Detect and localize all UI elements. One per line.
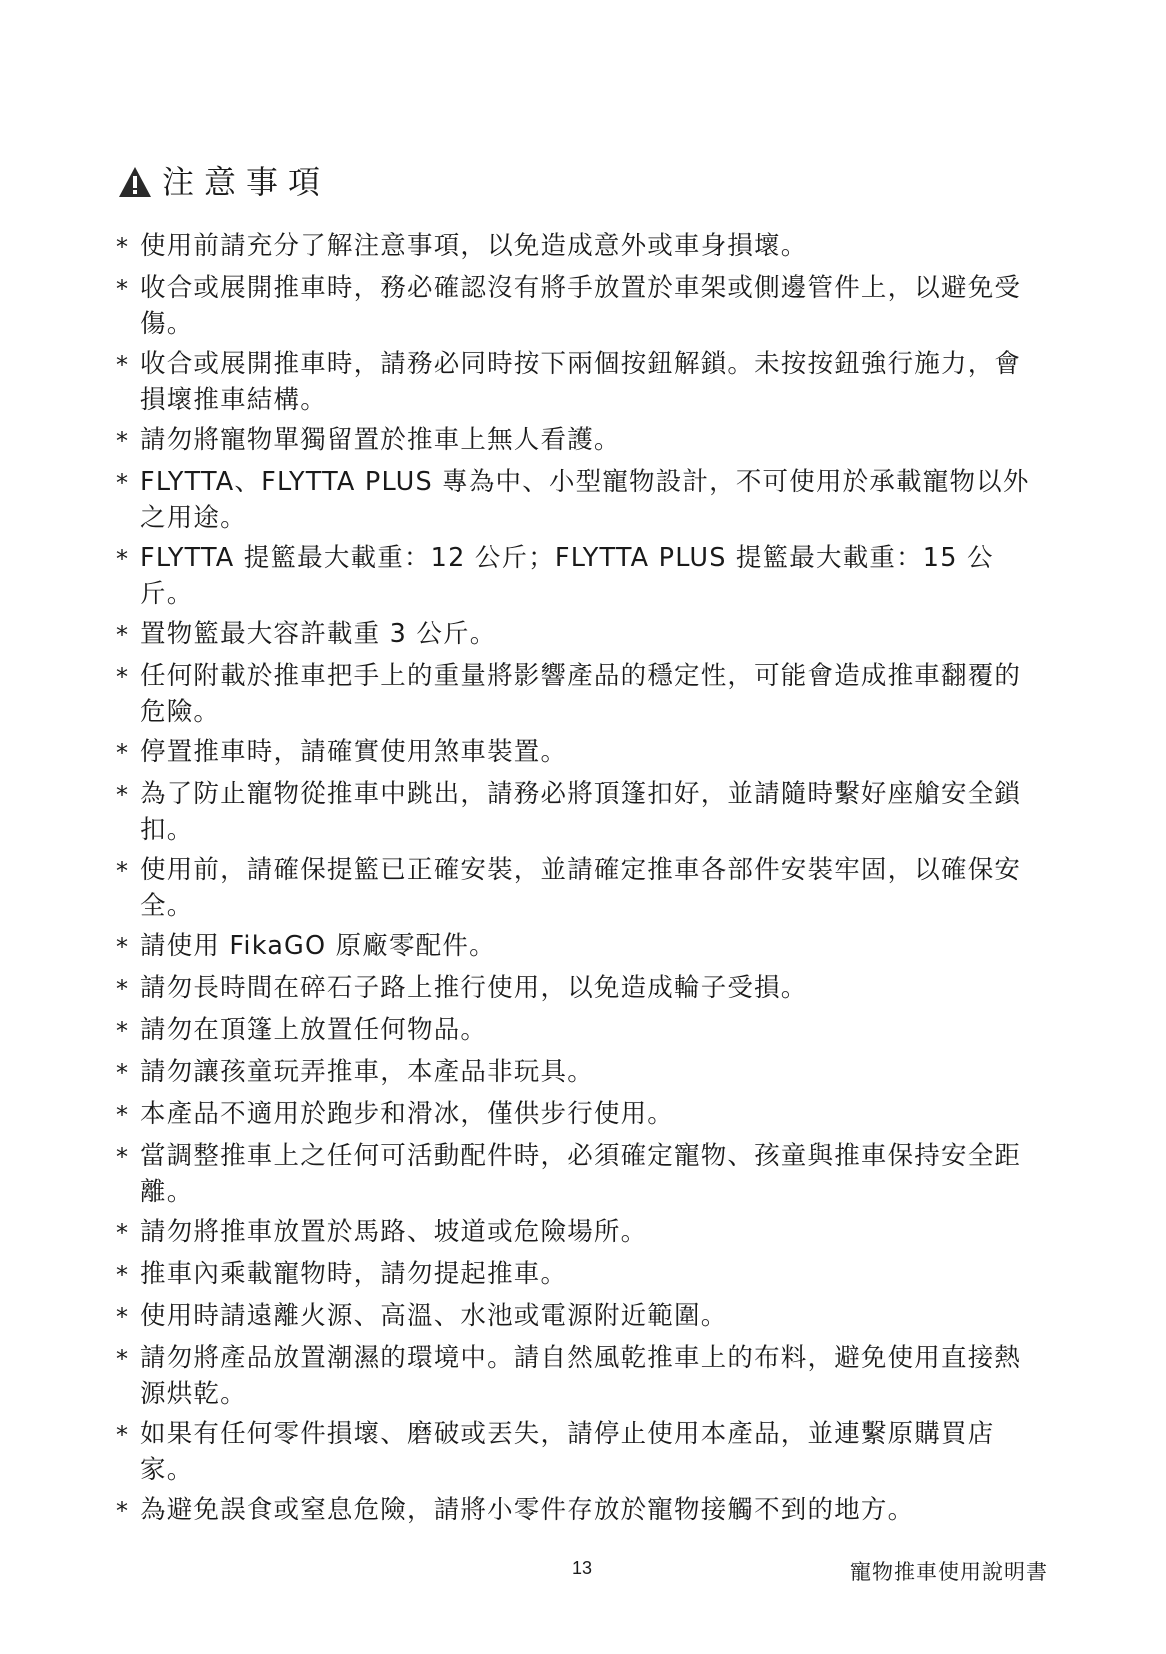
bullet-asterisk: * — [116, 621, 130, 649]
caution-item — [116, 464, 1046, 536]
caution-item — [116, 658, 1046, 730]
caution-item — [116, 540, 1046, 612]
page-number: 13 — [572, 1558, 593, 1578]
caution-item — [116, 1416, 1046, 1488]
caution-item — [116, 270, 1046, 342]
caution-text: 如果有任何零件損壞、磨破或丟失，請停止使用本產品，並連繫原購買店家。 — [140, 1419, 995, 1485]
bullet-asterisk: * — [116, 275, 130, 303]
bullet-asterisk: * — [116, 1143, 130, 1171]
caution-item — [116, 776, 1046, 848]
bullet-asterisk: * — [116, 545, 130, 573]
caution-text: 請使用 FikaGO 原廠零配件。 — [140, 931, 496, 961]
caution-text: 請勿將產品放置潮濕的環境中。請自然風乾推車上的布料，避免使用直接熱源烘乾。 — [140, 1343, 1022, 1409]
bullet-asterisk: * — [116, 781, 130, 809]
caution-text: 請勿將推車放置於馬路、坡道或危險場所。 — [140, 1217, 648, 1247]
bullet-asterisk: * — [116, 1421, 130, 1449]
caution-text: FLYTTA 提籃最大載重：12 公斤；FLYTTA PLUS 提籃最大載重：15 公斤。 — [140, 543, 994, 609]
caution-item — [116, 852, 1046, 924]
bullet-asterisk: * — [116, 233, 130, 261]
caution-item — [116, 346, 1046, 418]
caution-text: 請勿將寵物單獨留置於推車上無人看護。 — [140, 425, 621, 455]
warning-triangle-icon — [118, 166, 152, 198]
caution-text: 停置推車時，請確實使用煞車裝置。 — [140, 737, 568, 767]
caution-item — [116, 1214, 1046, 1252]
section-title: 注意事項 — [162, 163, 331, 201]
caution-item — [116, 1138, 1046, 1210]
caution-text: 請勿讓孩童玩弄推車，本產品非玩具。 — [140, 1057, 594, 1087]
caution-item — [116, 734, 1046, 772]
caution-text: 使用前，請確保提籃已正確安裝，並請確定推車各部件安裝牢固，以確保安全。 — [140, 855, 1022, 921]
caution-item — [116, 1012, 1046, 1050]
caution-text: 收合或展開推車時，請務必同時按下兩個按鈕解鎖。未按按鈕強行施力，會損壞推車結構。 — [140, 349, 1022, 415]
caution-item — [116, 422, 1046, 460]
caution-list — [116, 228, 1046, 1534]
caution-text: 任何附載於推車把手上的重量將影響產品的穩定性，可能會造成推車翻覆的危險。 — [140, 661, 1022, 727]
bullet-asterisk: * — [116, 351, 130, 379]
caution-item — [116, 1256, 1046, 1294]
caution-item — [116, 228, 1046, 266]
caution-item — [116, 1492, 1046, 1530]
caution-text: 推車內乘載寵物時，請勿提起推車。 — [140, 1259, 568, 1289]
caution-item — [116, 1096, 1046, 1134]
bullet-asterisk: * — [116, 739, 130, 767]
bullet-asterisk: * — [116, 1303, 130, 1331]
bullet-asterisk: * — [116, 857, 130, 885]
bullet-asterisk: * — [116, 933, 130, 961]
bullet-asterisk: * — [116, 1261, 130, 1289]
bullet-asterisk: * — [116, 1219, 130, 1247]
footer-document-title: 寵物推車使用說明書 — [850, 1560, 1048, 1584]
bullet-asterisk: * — [116, 1497, 130, 1525]
caution-text: 置物籃最大容許載重 3 公斤。 — [140, 619, 497, 649]
caution-text: 使用時請遠離火源、高溫、水池或電源附近範圍。 — [140, 1301, 728, 1331]
caution-item — [116, 928, 1046, 966]
caution-item — [116, 1298, 1046, 1336]
bullet-asterisk: * — [116, 427, 130, 455]
caution-text: 使用前請充分了解注意事項，以免造成意外或車身損壞。 — [140, 231, 808, 261]
caution-text: 為了防止寵物從推車中跳出，請務必將頂篷扣好，並請隨時繫好座艙安全鎖扣。 — [140, 779, 1022, 845]
bullet-asterisk: * — [116, 469, 130, 497]
caution-item — [116, 970, 1046, 1008]
caution-text: 為避免誤食或窒息危險，請將小零件存放於寵物接觸不到的地方。 — [140, 1495, 915, 1525]
bullet-asterisk: * — [116, 1017, 130, 1045]
caution-text: 當調整推車上之任何可活動配件時，必須確定寵物、孩童與推車保持安全距離。 — [140, 1141, 1022, 1207]
bullet-asterisk: * — [116, 975, 130, 1003]
caution-item — [116, 616, 1046, 654]
caution-text: 請勿在頂篷上放置任何物品。 — [140, 1015, 488, 1045]
caution-text: 請勿長時間在碎石子路上推行使用，以免造成輪子受損。 — [140, 973, 808, 1003]
caution-text: FLYTTA、FLYTTA PLUS 專為中、小型寵物設計，不可使用於承載寵物以外之用途。 — [140, 467, 1030, 533]
bullet-asterisk: * — [116, 1059, 130, 1087]
bullet-asterisk: * — [116, 663, 130, 691]
bullet-asterisk: * — [116, 1101, 130, 1129]
caution-text: 收合或展開推車時，務必確認沒有將手放置於車架或側邊管件上，以避免受傷。 — [140, 273, 1022, 339]
caution-item — [116, 1340, 1046, 1412]
bullet-asterisk: * — [116, 1345, 130, 1373]
caution-text: 本產品不適用於跑步和滑冰，僅供步行使用。 — [140, 1099, 675, 1129]
section-heading — [118, 163, 331, 201]
caution-item — [116, 1054, 1046, 1092]
